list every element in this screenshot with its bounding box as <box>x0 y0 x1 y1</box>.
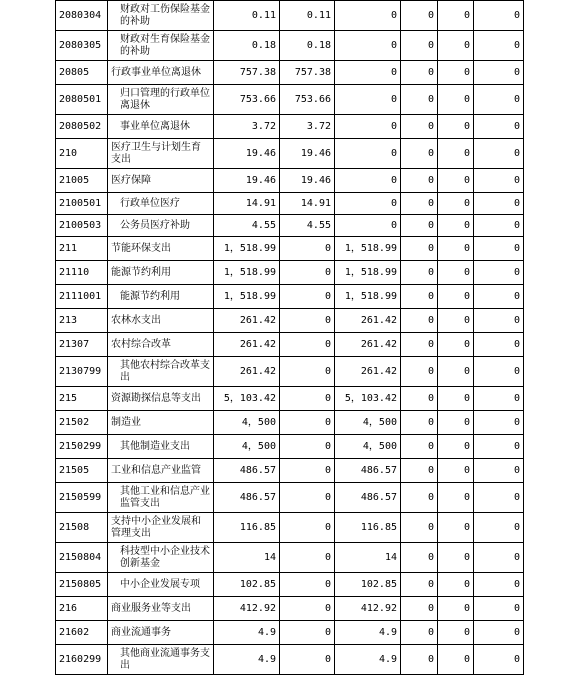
value-cell-6: 0 <box>474 543 524 573</box>
function-code-cell: 210 <box>56 139 108 169</box>
value-cell-6: 0 <box>474 387 524 411</box>
value-cell-5: 0 <box>438 411 474 435</box>
value-cell-6: 0 <box>474 435 524 459</box>
table-row <box>56 309 524 333</box>
basic-expenditure-cell: 19.46 <box>280 139 335 169</box>
value-cell-6: 0 <box>474 261 524 285</box>
project-expenditure-cell: 0 <box>335 31 401 61</box>
function-name-cell: 医疗卫生与计划生育支出 <box>108 139 214 169</box>
value-cell-4: 0 <box>401 411 438 435</box>
total-cell: 261.42 <box>214 333 280 357</box>
total-cell: 116.85 <box>214 513 280 543</box>
project-expenditure-cell: 261.42 <box>335 333 401 357</box>
table-row <box>56 61 524 85</box>
function-name-cell: 制造业 <box>108 411 214 435</box>
table-row <box>56 169 524 193</box>
value-cell-6: 0 <box>474 115 524 139</box>
total-cell: 753.66 <box>214 85 280 115</box>
project-expenditure-cell: 4.9 <box>335 645 401 675</box>
value-cell-4: 0 <box>401 357 438 387</box>
value-cell-6: 0 <box>474 85 524 115</box>
value-cell-5: 0 <box>438 31 474 61</box>
function-code-cell: 2150804 <box>56 543 108 573</box>
table-row <box>56 1 524 31</box>
total-cell: 0.18 <box>214 31 280 61</box>
value-cell-6: 0 <box>474 31 524 61</box>
function-code-cell: 20805 <box>56 61 108 85</box>
value-cell-4: 0 <box>401 573 438 597</box>
total-cell: 14 <box>214 543 280 573</box>
value-cell-5: 0 <box>438 573 474 597</box>
project-expenditure-cell: 4，500 <box>335 435 401 459</box>
value-cell-4: 0 <box>401 237 438 261</box>
value-cell-6: 0 <box>474 309 524 333</box>
function-name-cell: 行政单位医疗 <box>108 193 214 215</box>
basic-expenditure-cell: 0.11 <box>280 1 335 31</box>
value-cell-5: 0 <box>438 459 474 483</box>
function-code-cell: 2100501 <box>56 193 108 215</box>
function-name-cell: 其他农村综合改革支出 <box>108 357 214 387</box>
function-name-cell: 农林水支出 <box>108 309 214 333</box>
value-cell-6: 0 <box>474 513 524 543</box>
total-cell: 4.9 <box>214 645 280 675</box>
basic-expenditure-cell: 0.18 <box>280 31 335 61</box>
basic-expenditure-cell: 0 <box>280 387 335 411</box>
function-code-cell: 21505 <box>56 459 108 483</box>
function-code-cell: 215 <box>56 387 108 411</box>
total-cell: 757.38 <box>214 61 280 85</box>
total-cell: 261.42 <box>214 357 280 387</box>
function-name-cell: 行政事业单位离退休 <box>108 61 214 85</box>
basic-expenditure-cell: 0 <box>280 621 335 645</box>
value-cell-5: 0 <box>438 309 474 333</box>
function-name-cell: 资源勘探信息等支出 <box>108 387 214 411</box>
basic-expenditure-cell: 0 <box>280 543 335 573</box>
value-cell-5: 0 <box>438 285 474 309</box>
function-code-cell: 216 <box>56 597 108 621</box>
function-code-cell: 21110 <box>56 261 108 285</box>
total-cell: 261.42 <box>214 309 280 333</box>
function-name-cell: 农村综合改革 <box>108 333 214 357</box>
function-name-cell: 财政对工伤保险基金的补助 <box>108 1 214 31</box>
function-name-cell: 科技型中小企业技术创新基金 <box>108 543 214 573</box>
function-code-cell: 2130799 <box>56 357 108 387</box>
value-cell-6: 0 <box>474 483 524 513</box>
table-row <box>56 621 524 645</box>
table-row <box>56 513 524 543</box>
value-cell-6: 0 <box>474 411 524 435</box>
total-cell: 0.11 <box>214 1 280 31</box>
function-code-cell: 213 <box>56 309 108 333</box>
function-name-cell: 支持中小企业发展和管理支出 <box>108 513 214 543</box>
basic-expenditure-cell: 0 <box>280 483 335 513</box>
function-code-cell: 2080501 <box>56 85 108 115</box>
function-name-cell: 事业单位离退休 <box>108 115 214 139</box>
function-name-cell: 医疗保障 <box>108 169 214 193</box>
basic-expenditure-cell: 0 <box>280 261 335 285</box>
value-cell-6: 0 <box>474 333 524 357</box>
table-row <box>56 543 524 573</box>
function-name-cell: 归口管理的行政单位离退休 <box>108 85 214 115</box>
function-name-cell: 能源节约利用 <box>108 285 214 309</box>
value-cell-6: 0 <box>474 621 524 645</box>
value-cell-5: 0 <box>438 139 474 169</box>
value-cell-5: 0 <box>438 237 474 261</box>
table-row <box>56 215 524 237</box>
basic-expenditure-cell: 0 <box>280 573 335 597</box>
function-name-cell: 商业流通事务 <box>108 621 214 645</box>
value-cell-4: 0 <box>401 1 438 31</box>
project-expenditure-cell: 261.42 <box>335 357 401 387</box>
function-code-cell: 21602 <box>56 621 108 645</box>
value-cell-5: 0 <box>438 597 474 621</box>
function-name-cell: 节能环保支出 <box>108 237 214 261</box>
table-row <box>56 483 524 513</box>
value-cell-6: 0 <box>474 597 524 621</box>
basic-expenditure-cell: 757.38 <box>280 61 335 85</box>
function-code-cell: 2080304 <box>56 1 108 31</box>
value-cell-4: 0 <box>401 435 438 459</box>
total-cell: 19.46 <box>214 139 280 169</box>
project-expenditure-cell: 102.85 <box>335 573 401 597</box>
value-cell-4: 0 <box>401 261 438 285</box>
value-cell-6: 0 <box>474 573 524 597</box>
value-cell-6: 0 <box>474 1 524 31</box>
value-cell-4: 0 <box>401 61 438 85</box>
value-cell-6: 0 <box>474 357 524 387</box>
table-row <box>56 193 524 215</box>
table-body <box>56 1 524 675</box>
table-row <box>56 139 524 169</box>
function-name-cell: 财政对生育保险基金的补助 <box>108 31 214 61</box>
value-cell-6: 0 <box>474 215 524 237</box>
value-cell-6: 0 <box>474 61 524 85</box>
basic-expenditure-cell: 0 <box>280 645 335 675</box>
total-cell: 486.57 <box>214 483 280 513</box>
project-expenditure-cell: 486.57 <box>335 459 401 483</box>
function-code-cell: 2080305 <box>56 31 108 61</box>
value-cell-6: 0 <box>474 139 524 169</box>
table-row <box>56 597 524 621</box>
table-row <box>56 459 524 483</box>
total-cell: 486.57 <box>214 459 280 483</box>
function-code-cell: 2080502 <box>56 115 108 139</box>
table-row <box>56 237 524 261</box>
table-row <box>56 435 524 459</box>
project-expenditure-cell: 5，103.42 <box>335 387 401 411</box>
value-cell-4: 0 <box>401 645 438 675</box>
value-cell-5: 0 <box>438 85 474 115</box>
total-cell: 5，103.42 <box>214 387 280 411</box>
value-cell-4: 0 <box>401 215 438 237</box>
table-row <box>56 411 524 435</box>
basic-expenditure-cell: 0 <box>280 285 335 309</box>
function-name-cell: 中小企业发展专项 <box>108 573 214 597</box>
value-cell-5: 0 <box>438 1 474 31</box>
table-row <box>56 115 524 139</box>
value-cell-4: 0 <box>401 333 438 357</box>
basic-expenditure-cell: 0 <box>280 513 335 543</box>
project-expenditure-cell: 0 <box>335 115 401 139</box>
function-name-cell: 工业和信息产业监管 <box>108 459 214 483</box>
table-row <box>56 85 524 115</box>
project-expenditure-cell: 0 <box>335 193 401 215</box>
project-expenditure-cell: 4.9 <box>335 621 401 645</box>
table-row <box>56 285 524 309</box>
total-cell: 412.92 <box>214 597 280 621</box>
basic-expenditure-cell: 0 <box>280 435 335 459</box>
basic-expenditure-cell: 0 <box>280 411 335 435</box>
total-cell: 102.85 <box>214 573 280 597</box>
value-cell-4: 0 <box>401 513 438 543</box>
function-name-cell: 其他制造业支出 <box>108 435 214 459</box>
value-cell-5: 0 <box>438 621 474 645</box>
total-cell: 14.91 <box>214 193 280 215</box>
value-cell-4: 0 <box>401 139 438 169</box>
table-row <box>56 645 524 675</box>
function-name-cell: 商业服务业等支出 <box>108 597 214 621</box>
function-name-cell: 能源节约利用 <box>108 261 214 285</box>
project-expenditure-cell: 0 <box>335 215 401 237</box>
project-expenditure-cell: 14 <box>335 543 401 573</box>
total-cell: 4，500 <box>214 411 280 435</box>
value-cell-5: 0 <box>438 435 474 459</box>
value-cell-4: 0 <box>401 309 438 333</box>
value-cell-5: 0 <box>438 193 474 215</box>
table-row <box>56 261 524 285</box>
basic-expenditure-cell: 3.72 <box>280 115 335 139</box>
basic-expenditure-cell: 14.91 <box>280 193 335 215</box>
project-expenditure-cell: 1，518.99 <box>335 237 401 261</box>
project-expenditure-cell: 116.85 <box>335 513 401 543</box>
value-cell-5: 0 <box>438 357 474 387</box>
function-code-cell: 2111001 <box>56 285 108 309</box>
value-cell-5: 0 <box>438 261 474 285</box>
project-expenditure-cell: 0 <box>335 169 401 193</box>
basic-expenditure-cell: 4.55 <box>280 215 335 237</box>
value-cell-4: 0 <box>401 387 438 411</box>
function-code-cell: 211 <box>56 237 108 261</box>
value-cell-5: 0 <box>438 169 474 193</box>
total-cell: 4.9 <box>214 621 280 645</box>
basic-expenditure-cell: 753.66 <box>280 85 335 115</box>
value-cell-5: 0 <box>438 645 474 675</box>
table-row <box>56 387 524 411</box>
budget-table-container <box>55 0 524 675</box>
function-code-cell: 2150299 <box>56 435 108 459</box>
project-expenditure-cell: 4，500 <box>335 411 401 435</box>
project-expenditure-cell: 0 <box>335 61 401 85</box>
total-cell: 4，500 <box>214 435 280 459</box>
project-expenditure-cell: 1，518.99 <box>335 261 401 285</box>
table-row <box>56 31 524 61</box>
value-cell-6: 0 <box>474 169 524 193</box>
value-cell-4: 0 <box>401 169 438 193</box>
project-expenditure-cell: 0 <box>335 85 401 115</box>
value-cell-5: 0 <box>438 61 474 85</box>
value-cell-4: 0 <box>401 621 438 645</box>
basic-expenditure-cell: 0 <box>280 459 335 483</box>
total-cell: 3.72 <box>214 115 280 139</box>
basic-expenditure-cell: 0 <box>280 333 335 357</box>
value-cell-5: 0 <box>438 543 474 573</box>
value-cell-6: 0 <box>474 285 524 309</box>
function-name-cell: 公务员医疗补助 <box>108 215 214 237</box>
value-cell-4: 0 <box>401 543 438 573</box>
total-cell: 1，518.99 <box>214 285 280 309</box>
basic-expenditure-cell: 19.46 <box>280 169 335 193</box>
total-cell: 19.46 <box>214 169 280 193</box>
basic-expenditure-cell: 0 <box>280 309 335 333</box>
budget-table <box>55 0 524 675</box>
value-cell-6: 0 <box>474 459 524 483</box>
value-cell-5: 0 <box>438 115 474 139</box>
basic-expenditure-cell: 0 <box>280 357 335 387</box>
value-cell-4: 0 <box>401 597 438 621</box>
project-expenditure-cell: 412.92 <box>335 597 401 621</box>
value-cell-4: 0 <box>401 285 438 309</box>
table-row <box>56 573 524 597</box>
total-cell: 4.55 <box>214 215 280 237</box>
value-cell-4: 0 <box>401 193 438 215</box>
project-expenditure-cell: 486.57 <box>335 483 401 513</box>
function-code-cell: 21307 <box>56 333 108 357</box>
function-name-cell: 其他工业和信息产业监管支出 <box>108 483 214 513</box>
function-code-cell: 2100503 <box>56 215 108 237</box>
basic-expenditure-cell: 0 <box>280 237 335 261</box>
value-cell-4: 0 <box>401 459 438 483</box>
value-cell-6: 0 <box>474 645 524 675</box>
value-cell-6: 0 <box>474 193 524 215</box>
table-row <box>56 357 524 387</box>
value-cell-5: 0 <box>438 215 474 237</box>
function-code-cell: 2150599 <box>56 483 108 513</box>
project-expenditure-cell: 261.42 <box>335 309 401 333</box>
function-code-cell: 2150805 <box>56 573 108 597</box>
value-cell-4: 0 <box>401 85 438 115</box>
project-expenditure-cell: 0 <box>335 139 401 169</box>
value-cell-5: 0 <box>438 483 474 513</box>
function-name-cell: 其他商业流通事务支出 <box>108 645 214 675</box>
table-row <box>56 333 524 357</box>
value-cell-5: 0 <box>438 387 474 411</box>
function-code-cell: 2160299 <box>56 645 108 675</box>
value-cell-5: 0 <box>438 333 474 357</box>
function-code-cell: 21508 <box>56 513 108 543</box>
project-expenditure-cell: 1，518.99 <box>335 285 401 309</box>
function-code-cell: 21502 <box>56 411 108 435</box>
value-cell-4: 0 <box>401 115 438 139</box>
value-cell-4: 0 <box>401 31 438 61</box>
value-cell-6: 0 <box>474 237 524 261</box>
function-code-cell: 21005 <box>56 169 108 193</box>
total-cell: 1，518.99 <box>214 237 280 261</box>
value-cell-5: 0 <box>438 513 474 543</box>
basic-expenditure-cell: 0 <box>280 597 335 621</box>
value-cell-4: 0 <box>401 483 438 513</box>
project-expenditure-cell: 0 <box>335 1 401 31</box>
total-cell: 1，518.99 <box>214 261 280 285</box>
